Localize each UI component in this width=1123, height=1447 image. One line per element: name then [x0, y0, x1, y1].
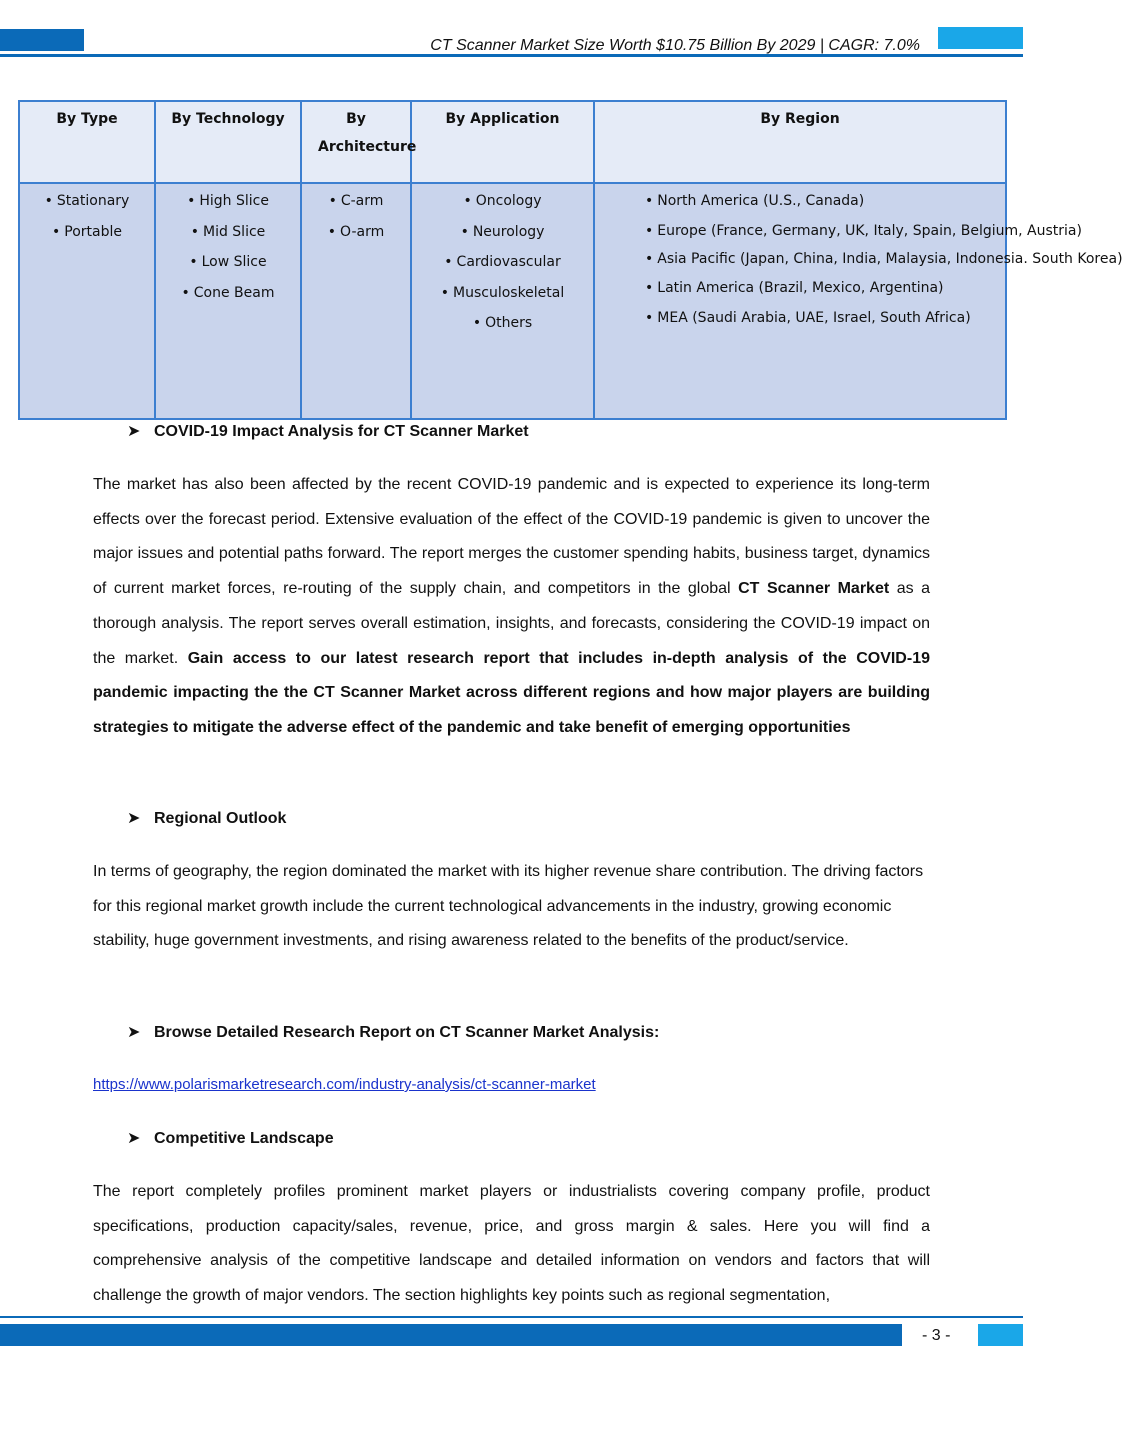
list-item: • C-arm — [302, 186, 410, 217]
list-item: • Low Slice — [156, 247, 300, 278]
header-by-type: By Type — [19, 101, 155, 183]
header-by-region: By Region — [594, 101, 1006, 183]
section-heading-covid — [127, 421, 529, 441]
footer-accent-right — [978, 1324, 1023, 1346]
arrow-bullet-icon: ➤ — [127, 1130, 141, 1147]
list-item: • Latin America (Brazil, Mexico, Argentina) — [595, 273, 1005, 304]
report-link[interactable]: https://www.polarismarketresearch.com/industry-analysis/ct-scanner-market — [93, 1076, 596, 1093]
list-item: • Stationary — [20, 186, 154, 217]
header-by-architecture: By Architecture — [301, 101, 411, 183]
table-header-row — [19, 101, 1006, 183]
header-accent-left — [0, 29, 84, 51]
list-item: • North America (U.S., Canada) — [595, 186, 1005, 217]
cell-by-architecture — [301, 183, 411, 419]
section-heading-competitive — [127, 1128, 334, 1148]
header-accent-right — [938, 27, 1023, 49]
list-item: • Others — [412, 308, 593, 339]
list-item: • MEA (Saudi Arabia, UAE, Israel, South Africa) — [595, 303, 1005, 334]
footer-bar — [0, 1324, 902, 1346]
cell-by-region — [594, 183, 1123, 419]
footer-rule — [0, 1316, 1023, 1318]
arrow-bullet-icon: ➤ — [127, 810, 141, 827]
paragraph-bold-text: Gain access to our latest research report that includes in-depth analysis of the COVID-19 pandemic impacting the the CT Scanner Market across different regions and how major players are building strategies to mitigate the adverse effect of the pandemic and take benefit of emerging opportunities — [93, 649, 930, 736]
table-row — [19, 183, 1006, 419]
list-item: • Cone Beam — [156, 278, 300, 309]
section-heading-regional — [127, 808, 286, 828]
section-heading-text: COVID-19 Impact Analysis for CT Scanner Market — [154, 423, 529, 440]
list-item: • High Slice — [156, 186, 300, 217]
list-item: • Portable — [20, 217, 154, 248]
header-rule — [0, 54, 1023, 57]
header-by-technology: By Technology — [155, 101, 301, 183]
section-heading-text: Browse Detailed Research Report on CT Scanner Market Analysis: — [154, 1024, 660, 1041]
list-item: • Asia Pacific (Japan, China, India, Malaysia, Indonesia. South Korea) — [595, 245, 1005, 273]
page-header-title: CT Scanner Market Size Worth $10.75 Billion By 2029 | CAGR: 7.0% — [430, 37, 920, 54]
paragraph-bold-text: CT Scanner Market — [738, 580, 890, 598]
arrow-bullet-icon: ➤ — [127, 1024, 141, 1041]
covid-paragraph — [93, 468, 930, 746]
competitive-paragraph: The report completely profiles prominent market players or industrialists covering company profile, product specifications, production capacity/sales, revenue, price, and gross margin & sales. Here you will find a comprehensive analysis of the competitive landscape and detailed information on vendors and factors that will challenge the growth of major vendors. The section highlights key points such as regional segmentation, — [93, 1183, 930, 1305]
section-heading-browse — [127, 1022, 659, 1042]
list-item: • Neurology — [412, 217, 593, 248]
regional-paragraph: In terms of geography, the region dominated the market with its higher revenue share contribution. The driving factors for this regional market growth include the current technological advancements in the industry, growing economic stability, huge government investments, and rising awareness related to the benefits of the product/service. — [93, 863, 924, 950]
list-item: • O-arm — [302, 217, 410, 248]
cell-by-application — [411, 183, 594, 419]
section-heading-text: Competitive Landscape — [154, 1130, 334, 1147]
page-number: - 3 - — [922, 1327, 951, 1344]
list-item: • Oncology — [412, 186, 593, 217]
segmentation-table — [18, 100, 1123, 420]
list-item: • Musculoskeletal — [412, 278, 593, 309]
section-heading-text: Regional Outlook — [154, 810, 287, 827]
paragraph-text: as a thorough analysis. The report serves overall estimation, insights, and forecasts, considering the COVID-19 impact on the market. — [93, 580, 931, 667]
cell-by-type — [19, 183, 155, 419]
cell-by-technology — [155, 183, 301, 419]
header-by-application: By Application — [411, 101, 594, 183]
arrow-bullet-icon: ➤ — [127, 423, 141, 440]
paragraph-text: The market has also been affected by the recent COVID-19 pandemic and is expected to experience its long-term effects over the forecast period. Extensive evaluation of the effect of the COVID-19 pandemic is given to uncover the major issues and potential paths forward. The report merges the customer spending habits, business target, dynamics of current market forces, re-routing of the supply chain, and competitors in the global — [93, 476, 930, 598]
list-item: • Mid Slice — [156, 217, 300, 248]
list-item: • Cardiovascular — [412, 247, 593, 278]
list-item: • Europe (France, Germany, UK, Italy, Spain, Belgium, Austria) — [595, 217, 1005, 245]
